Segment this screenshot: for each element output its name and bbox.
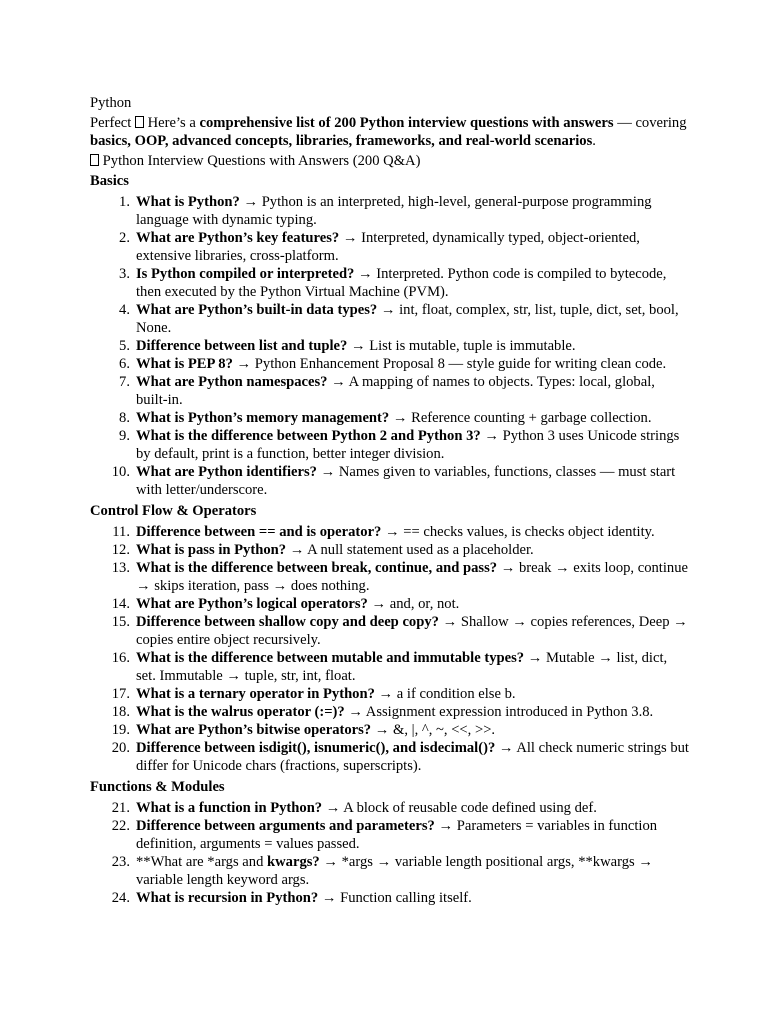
item-prefix: **What are *args and (136, 854, 268, 870)
item-answer: → A null statement used as a placeholder. (286, 542, 534, 558)
list-item (90, 301, 690, 337)
list-item (90, 721, 690, 739)
subtitle-line (90, 152, 690, 170)
item-number: 11. (112, 524, 130, 540)
item-question: What are Python’s bitwise operators? (136, 722, 372, 738)
item-question: Difference between == and is operator? (136, 524, 382, 540)
list-item (90, 559, 690, 595)
intro-middle: Here’s a (147, 115, 196, 131)
item-answer: → A mapping of names to objects. Types: local, global, built-in. (136, 374, 655, 408)
item-number: 1. (119, 194, 130, 210)
intro-prefix: Perfect (90, 115, 132, 131)
list-item (90, 229, 690, 265)
item-answer: → All check numeric strings but differ for Unicode chars (fractions, superscripts). (136, 740, 689, 774)
item-question: What are Python’s built-in data types? (136, 302, 378, 318)
document-subtitle: Python Interview Questions with Answers (200 Q&A) (102, 153, 421, 169)
list-item (90, 889, 690, 907)
section-heading: Functions & Modules (90, 779, 225, 795)
item-number: 2. (119, 230, 130, 246)
item-question: What is the difference between Python 2 and Python 3? (136, 428, 481, 444)
item-question: What is Python? (136, 194, 240, 210)
item-answer: → Assignment expression introduced in Python 3.8. (344, 704, 654, 720)
item-answer: → A block of reusable code defined using def. (322, 800, 597, 816)
intro-bold-2: basics, OOP, advanced concepts, libraries, frameworks, and real-world scenarios (90, 133, 593, 149)
intro-bold-1: comprehensive list of 200 Python interview questions with answers (199, 115, 614, 131)
item-number: 7. (119, 374, 130, 390)
list-item (90, 355, 690, 373)
list-item (90, 853, 690, 889)
list-item (90, 523, 690, 541)
item-number: 9. (119, 428, 130, 444)
intro-paragraph (90, 114, 690, 150)
item-number: 17. (111, 686, 130, 702)
item-question: What are Python identifiers? (136, 464, 317, 480)
item-number: 24. (111, 890, 130, 906)
item-number: 12. (111, 542, 130, 558)
item-question: What are Python’s key features? (136, 230, 340, 246)
intro-dash: — (617, 115, 632, 131)
list-item (90, 373, 690, 409)
item-number: 5. (119, 338, 130, 354)
list-item (90, 799, 690, 817)
item-question: What is the walrus operator (:=)? (136, 704, 345, 720)
item-question: What is Python’s memory management? (136, 410, 390, 426)
item-answer: → == checks values, is checks object identity. (381, 524, 655, 540)
item-number: 23. (111, 854, 130, 870)
item-answer: → int, float, complex, str, list, tuple, dict, set, bool, None. (136, 302, 679, 336)
item-answer: → Interpreted. Python code is compiled to bytecode, then executed by the Python Virtual Machine (PVM). (136, 266, 667, 300)
list-item (90, 337, 690, 355)
item-number: 19. (111, 722, 130, 738)
item-question: What is the difference between break, continue, and pass? (136, 560, 498, 576)
item-answer: → *args → variable length positional args, **kwargs → variable length keyword args. (136, 854, 653, 888)
item-answer: → Python is an interpreted, high-level, general-purpose programming language with dynamic typing. (136, 194, 652, 228)
list-item (90, 817, 690, 853)
list-item (90, 685, 690, 703)
section-heading: Basics (90, 173, 129, 189)
list-item (90, 409, 690, 427)
list-item (90, 613, 690, 649)
item-number: 13. (111, 560, 130, 576)
item-question: What is pass in Python? (136, 542, 287, 558)
list-item (90, 265, 690, 301)
list-item (90, 193, 690, 229)
item-question: What is the difference between mutable and immutable types? (136, 650, 525, 666)
item-question: Difference between arguments and parameters? (136, 818, 435, 834)
item-question: kwargs? (267, 854, 320, 870)
list-item (90, 739, 690, 775)
list-item (90, 463, 690, 499)
item-number: 18. (111, 704, 130, 720)
item-answer: → List is mutable, tuple is immutable. (347, 338, 576, 354)
item-answer: → Python 3 uses Unicode strings by default, print is a function, better integer division. (136, 428, 680, 462)
item-question: Difference between list and tuple? (136, 338, 348, 354)
item-answer: → Mutable → list, dict, set. Immutable → tuple, str, int, float. (136, 650, 668, 684)
item-question: Difference between shallow copy and deep copy? (136, 614, 439, 630)
item-number: 14. (111, 596, 130, 612)
list-item (90, 649, 690, 685)
missing-glyph-icon (135, 116, 144, 128)
item-answer: → &, |, ^, ~, <<, >>. (371, 722, 496, 738)
item-number: 3. (119, 266, 130, 282)
item-number: 6. (119, 356, 130, 372)
item-question: What are Python’s logical operators? (136, 596, 368, 612)
item-answer: → Function calling itself. (318, 890, 472, 906)
item-answer: → and, or, not. (367, 596, 460, 612)
item-answer: → a if condition else b. (374, 686, 516, 702)
item-answer: → Interpreted, dynamically typed, object-oriented, extensive libraries, cross-platform. (136, 230, 640, 264)
item-question: Difference between isdigit(), isnumeric(), and isdecimal()? (136, 740, 496, 756)
item-question: What is recursion in Python? (136, 890, 319, 906)
question-list (90, 799, 690, 907)
question-list (90, 523, 690, 775)
list-item (90, 595, 690, 613)
qa-sections (90, 172, 690, 907)
missing-glyph-icon (90, 154, 99, 166)
item-question: What is a function in Python? (136, 800, 323, 816)
item-number: 20. (111, 740, 130, 756)
item-question: What is PEP 8? (136, 356, 233, 372)
item-answer: → Python Enhancement Proposal 8 — style guide for writing clean code. (232, 356, 667, 372)
item-answer: → Shallow → copies references, Deep → copies entire object recursively. (136, 614, 688, 648)
item-answer: → Reference counting + garbage collection. (389, 410, 652, 426)
item-question: What is a ternary operator in Python? (136, 686, 375, 702)
question-list (90, 193, 690, 499)
item-answer: → break → exits loop, continue → skips iteration, pass → does nothing. (136, 560, 688, 594)
list-item (90, 427, 690, 463)
item-question: Is Python compiled or interpreted? (136, 266, 355, 282)
document-title: Python (90, 95, 132, 111)
item-number: 8. (119, 410, 130, 426)
list-item (90, 703, 690, 721)
item-number: 21. (111, 800, 130, 816)
intro-covering: covering (635, 115, 687, 131)
item-number: 16. (111, 650, 130, 666)
section-heading: Control Flow & Operators (90, 503, 257, 519)
item-answer: → Parameters = variables in function definition, arguments = values passed. (136, 818, 658, 852)
item-number: 15. (111, 614, 130, 630)
item-number: 10. (111, 464, 130, 480)
item-number: 22. (111, 818, 130, 834)
item-number: 4. (119, 302, 130, 318)
item-answer: → Names given to variables, functions, classes — must start with letter/underscore. (136, 464, 676, 498)
item-question: What are Python namespaces? (136, 374, 328, 390)
list-item (90, 541, 690, 559)
intro-end: . (592, 133, 596, 149)
